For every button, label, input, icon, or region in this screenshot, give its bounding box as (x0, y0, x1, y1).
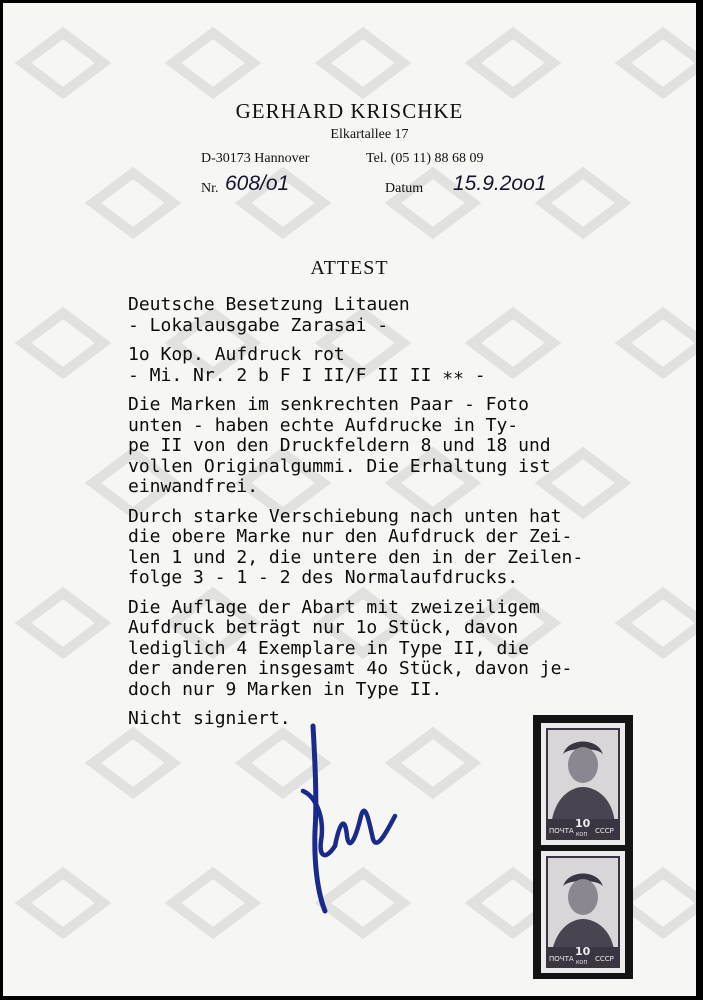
text-line: Durch starke Verschiebung nach unten hat (128, 505, 562, 527)
text-line: doch nur 9 Marken in Type II. (128, 678, 443, 700)
text-line: die obere Marke nur den Aufdruck der Zei- (128, 526, 573, 547)
stamp-bottom-value: 10 (575, 945, 591, 958)
date-value: 15.9.2oo1 (453, 172, 547, 195)
text-line: Aufdruck beträgt nur 1o Stück, davon (128, 617, 519, 638)
text-line: Nicht signiert. (128, 708, 291, 729)
text-line: einwandfrei. (128, 476, 259, 497)
attest-body (128, 295, 648, 739)
text-line: unten - haben echte Aufdrucke in Ty- (128, 414, 519, 436)
stamp-pair-photo (533, 715, 633, 979)
stamp-top-unit: КОП (576, 832, 588, 838)
text-line: len 1 und 2, die untere den in der Zeilen- (128, 546, 584, 568)
paragraph (128, 507, 648, 589)
date-label: Datum (385, 181, 424, 196)
text-line: - Mi. Nr. 2 b F I II/F II II ∗∗ - (128, 364, 486, 386)
text-line: Die Marken im senkrechten Paar - Foto (128, 394, 529, 415)
stamp-top-label-right: СССР (595, 827, 614, 835)
document-title: ATTEST (310, 257, 389, 279)
text-line: vollen Originalgummi. Die Erhaltung ist (128, 455, 551, 477)
stamp-top-value: 10 (575, 817, 591, 830)
text-line: - Lokalausgabe Zarasai - (128, 314, 389, 336)
text-line: folge 3 - 1 - 2 des Normalaufdrucks. (128, 567, 519, 588)
certificate-sheet (3, 3, 696, 996)
paragraph (128, 395, 648, 498)
letterhead-street: Elkartallee 17 (330, 127, 409, 142)
stamp-bottom-label-left: ПОЧТА (549, 955, 574, 963)
text-line: pe II von den Druckfeldern 8 und 18 und (128, 435, 551, 456)
paragraph (128, 345, 648, 386)
text-line: 1o Kop. Aufdruck rot (128, 344, 345, 365)
text-line: Die Auflage der Abart mit zweizeiligem (128, 596, 540, 618)
paragraph (128, 295, 648, 336)
nr-label: Nr. (201, 181, 219, 196)
text-line: lediglich 4 Exemplare in Type II, die (128, 637, 529, 659)
letterhead-phone: Tel. (05 11) 88 68 09 (366, 151, 484, 166)
text-line: Deutsche Besetzung Litauen (128, 294, 410, 315)
stamp-bottom-label-right: СССР (595, 955, 614, 963)
letterhead-name: GERHARD KRISCHKE (235, 99, 464, 123)
text-line: der anderen insgesamt 4o Stück, davon je- (128, 658, 573, 679)
paragraph (128, 598, 648, 701)
handwritten-signature (295, 721, 415, 921)
stamp-bottom-unit: КОП (576, 960, 588, 966)
nr-value: 608/o1 (225, 172, 290, 195)
stamp-top-label-left: ПОЧТА (549, 827, 574, 835)
letterhead-city: D-30173 Hannover (201, 151, 310, 166)
